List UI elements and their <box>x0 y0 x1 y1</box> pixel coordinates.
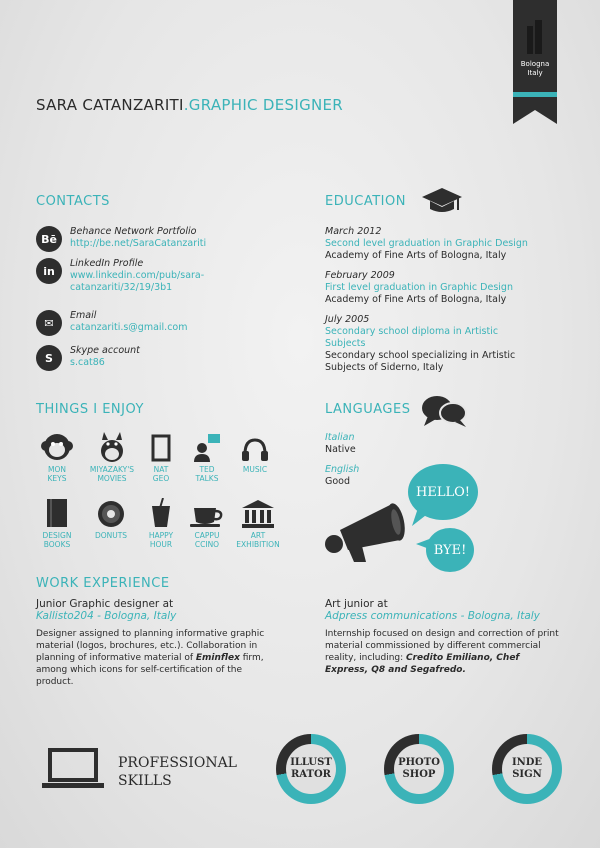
enjoy-natgeo: NAT GEO <box>136 432 186 483</box>
totoro-icon <box>99 432 125 462</box>
education-item: March 2012 Second level graduation in Graphic Design Academy of Fine Arts of Bologna, Italy <box>325 226 528 261</box>
skills-heading: PROFESSIONAL SKILLS <box>118 755 237 789</box>
education-item: July 2005 Secondary school diploma in Artistic Subjects Secondary school specializing in Artistic Subjects of Siderno, Italy <box>325 314 516 373</box>
enjoy-cappuccino: CAPPU CCINO <box>182 498 232 549</box>
education-heading: EDUCATION <box>325 194 406 209</box>
towers-icon <box>525 18 545 54</box>
laptop-icon <box>42 748 104 790</box>
enjoy-books: DESIGN BOOKS <box>32 498 82 549</box>
linkedin-icon: in <box>36 258 62 284</box>
ribbon-location: Bologna Italy <box>520 60 550 77</box>
language-item: Italian Native <box>325 432 356 455</box>
education-item: February 2009 First level graduation in Graphic Design Academy of Fine Arts of Bologna, Italy <box>325 270 513 305</box>
job-title: .GRAPHIC DESIGNER <box>183 96 344 114</box>
enjoy-donuts: DONUTS <box>86 498 136 540</box>
languages-heading: LANGUAGES <box>325 402 411 417</box>
bye-bubble-tail <box>416 538 432 552</box>
email-icon: ✉ <box>36 310 62 336</box>
headphones-icon <box>241 436 269 462</box>
page-title <box>36 96 343 114</box>
contacts-heading: CONTACTS <box>36 194 110 209</box>
enjoy-happy-hour: HAPPY HOUR <box>136 498 186 549</box>
enjoy-music: MUSIC <box>230 432 280 474</box>
skill-ring-photoshop: PHOTO SHOP <box>384 734 454 804</box>
enjoy-heading: THINGS I ENJOY <box>36 402 144 417</box>
job-entry: Art junior at Adpress communications - Bologna, Italy Internship focused on design and correction of print material commissioned by different commercial reality, including: Credito Emiliano, Chef Express, Q8 and Segafredo. <box>325 598 559 675</box>
ribbon-stripe <box>513 92 557 97</box>
speaker-icon <box>193 432 221 462</box>
job-entry: Junior Graphic designer at Kallisto204 - Bologna, Italy Designer assigned to planning informative graphic material (logos, brochures, etc.). Collaboration in planning of informative material of Eminflex firm, among which icons for self-certification of the product. <box>36 598 265 687</box>
work-heading: WORK EXPERIENCE <box>36 576 170 591</box>
drink-icon <box>150 498 172 528</box>
frame-icon <box>151 434 171 462</box>
monkey-icon <box>41 432 73 462</box>
book-icon <box>46 498 68 528</box>
skill-ring-illustrator: ILLUST RATOR <box>276 734 346 804</box>
location-ribbon <box>513 0 557 110</box>
graduation-cap-icon <box>420 186 464 216</box>
language-item: English Good <box>325 464 360 487</box>
chat-bubbles-icon <box>420 394 468 428</box>
enjoy-miyazaki: MIYAZAKY'S MOVIES <box>84 432 140 483</box>
enjoy-ted: TED TALKS <box>182 432 232 483</box>
bye-bubble: BYE! <box>426 528 474 572</box>
skype-icon: S <box>36 345 62 371</box>
name: SARA CATANZARITI <box>36 96 184 114</box>
hello-bubble-tail <box>412 508 432 526</box>
enjoy-monkeys: MON KEYS <box>32 432 82 483</box>
donut-icon <box>97 500 125 528</box>
megaphone-icon <box>322 500 414 564</box>
skill-ring-indesign: INDE SIGN <box>492 734 562 804</box>
museum-icon <box>241 500 275 528</box>
hello-bubble: HELLO! <box>408 464 478 520</box>
behance-icon: Bē <box>36 226 62 252</box>
enjoy-art: ART EXHIBITION <box>230 498 286 549</box>
cup-icon <box>190 506 224 528</box>
